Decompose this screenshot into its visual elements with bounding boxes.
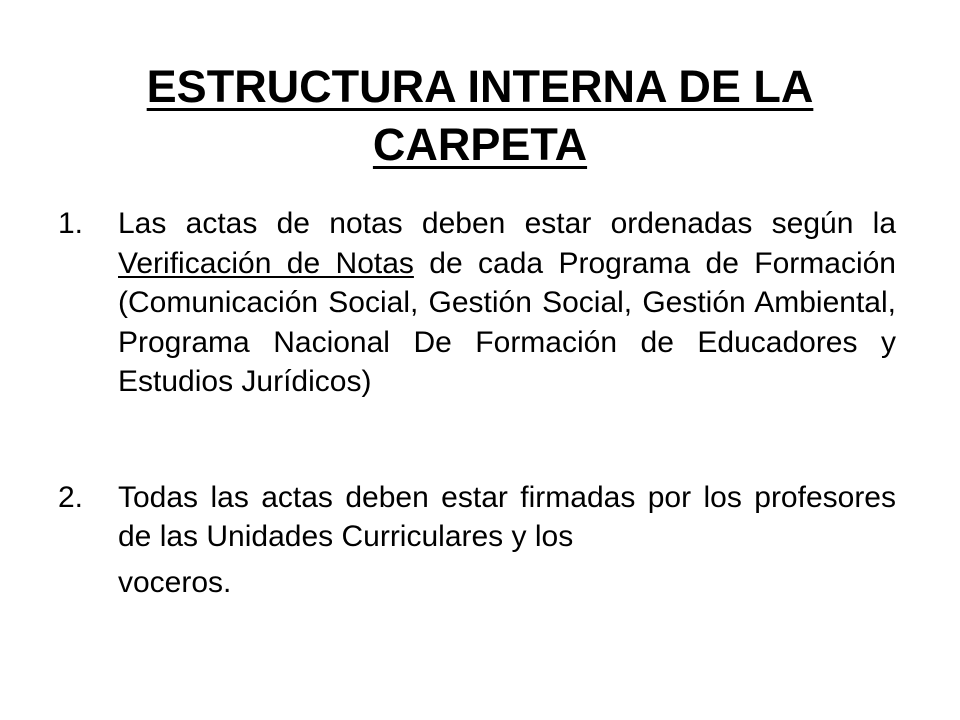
item-text: Todas las actas deben estar firmadas por los profesores de las Unidades Curriculares y los [118, 480, 896, 553]
title-line-1: ESTRUCTURA INTERNA DE LA [146, 61, 814, 112]
item-underlined-text: Verificación de Notas [118, 246, 414, 280]
list-item [58, 478, 896, 603]
item-number: 2. [58, 480, 84, 514]
slide-title [60, 58, 900, 174]
list-item [58, 204, 896, 402]
title-line-2: CARPETA [372, 119, 588, 170]
numbered-list [58, 204, 896, 602]
item-number: 1. [58, 207, 84, 240]
item-text-before: Las actas de notas deben estar ordenadas según la [118, 207, 896, 240]
item-text-last-line: voceros. [118, 565, 232, 599]
item-text-after: de cada Programa de Formación (Comunicación Social, Gestión Social, Gestión Ambiental, Programa Nacional De Formación de Educadores y Estudios Jurídicos) [118, 246, 896, 398]
